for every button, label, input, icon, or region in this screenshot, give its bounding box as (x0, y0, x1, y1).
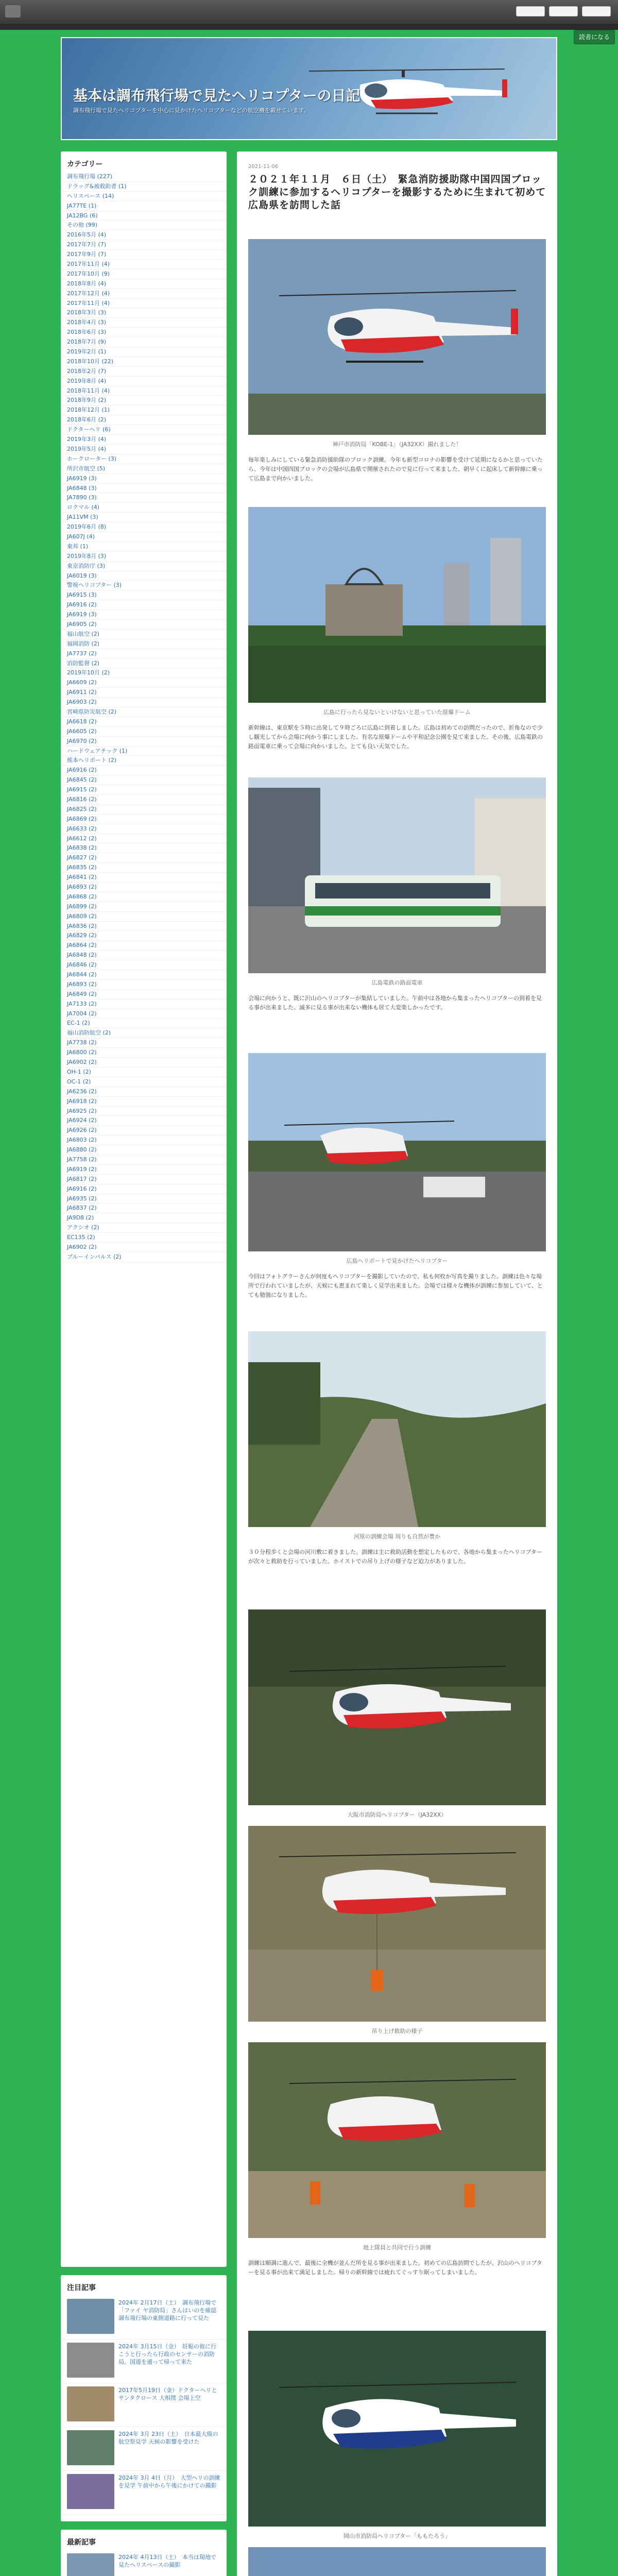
category-link[interactable]: JA6844 (2) (61, 970, 227, 980)
category-link[interactable]: JA607J (4) (61, 532, 227, 542)
category-link[interactable]: JA6919 (3) (61, 610, 227, 620)
category-link[interactable]: 福山消防航空 (2) (61, 1028, 227, 1038)
category-link[interactable]: JA7133 (2) (61, 999, 227, 1009)
caption-6: 大阪市消防局ヘリコプター（JA32XX） (347, 1811, 447, 1818)
category-link[interactable]: JA6825 (2) (61, 805, 227, 815)
category-link[interactable]: JA6869 (2) (61, 815, 227, 824)
category-link[interactable]: JA6803 (2) (61, 1136, 227, 1145)
category-link[interactable]: 2018年7月 (9) (61, 337, 227, 347)
category-link[interactable]: 2018年6月 (3) (61, 328, 227, 337)
category-link[interactable]: JA6236 (2) (61, 1087, 227, 1097)
recent-heading: 最新記事 (67, 2538, 96, 2547)
category-link[interactable]: 2019年2月 (1) (61, 347, 227, 357)
category-link[interactable]: アクシオ (2) (61, 1223, 227, 1233)
photo-okayama-helicopter (248, 2331, 546, 2527)
notable-item[interactable] (61, 2471, 227, 2515)
category-link[interactable]: JA6864 (2) (61, 941, 227, 951)
category-link[interactable]: 2018年8月 (4) (61, 279, 227, 289)
top-button-1[interactable] (516, 6, 545, 16)
notable-item[interactable] (61, 2340, 227, 2383)
paragraph-3: 会場に向かうと、既に沢山のヘリコプターが集結していました。午前中は各地から集まったヘリコプターの到着を見る事が出来ました。滅多に見る事が出来ない機体も居て大変楽しかったです。 (248, 995, 542, 1011)
caption-8: 地上隊員と共同で行う訓練 (363, 2244, 431, 2251)
photo-hoist-rescue (248, 1826, 546, 2022)
category-link[interactable]: ヘリスペース (14) (61, 192, 227, 201)
category-link[interactable]: 2018年4月 (3) (61, 318, 227, 328)
paragraph-4: 今回はフォトグラーさんが何度もヘリコプターを撮影していたので、私も何枚か写真を撮りました。訓練は色々な場所で行われていましたが、天候にも恵まれて楽しく見学出来ました。会場では様々な機体が訓練に参加していて、とても勉強になりました。 (248, 1273, 543, 1298)
category-link[interactable]: JA6612 (2) (61, 834, 227, 844)
category-link[interactable]: JA6893 (2) (61, 883, 227, 892)
category-link[interactable]: ドラッグ&被救助者 (1) (61, 182, 227, 192)
article-thumbnail[interactable] (67, 2474, 114, 2509)
category-link[interactable]: JA6605 (2) (61, 727, 227, 737)
photo-heliport (248, 1053, 546, 1251)
caption-1: 神戸市消防局「KOBE-1」（JA32XX）撮れました！ (332, 441, 462, 448)
blog-description: 調布飛行場で見たヘリコプターを中心に見かけたヘリコプターなどの航空機を載せています。 (73, 107, 310, 114)
paragraph-5: ３０分程歩くと会場の河川敷に着きました。訓練は主に救助活動を想定したもので、各地から集まったヘリコプターが次々と救助を行っていました。ホイストでの吊り上げの様子など迫力がありました。 (248, 1549, 542, 1565)
categories-heading: カテゴリー (67, 160, 103, 168)
sidebar-notable (61, 2275, 227, 2521)
blog-title[interactable]: 基本は調布飛行場で見たヘリコプターの日記 (73, 87, 360, 104)
category-link[interactable]: ホークローター (3) (61, 454, 227, 464)
category-link[interactable]: JA6893 (2) (61, 980, 227, 990)
category-link[interactable]: OC-1 (2) (61, 1077, 227, 1087)
category-link[interactable]: ロクマル (4) (61, 503, 227, 513)
category-link[interactable]: JA7737 (2) (61, 649, 227, 659)
category-link[interactable]: 2019年3月 (4) (61, 435, 227, 445)
category-link[interactable]: JA6846 (2) (61, 960, 227, 970)
category-link[interactable]: JA6911 (2) (61, 688, 227, 698)
top-button-2[interactable] (549, 6, 578, 16)
category-link[interactable]: JA12BG (6) (61, 211, 227, 221)
category-link[interactable]: 福岡消防 (2) (61, 639, 227, 649)
category-link[interactable]: JA6838 (2) (61, 843, 227, 853)
follow-button[interactable]: 読者になる (574, 30, 615, 44)
category-link[interactable]: JA6835 (2) (61, 863, 227, 873)
recent-item[interactable] (61, 2550, 227, 2576)
top-button-3[interactable] (582, 6, 611, 16)
category-link[interactable]: JA6915 (3) (61, 590, 227, 600)
category-link[interactable]: JA6809 (2) (61, 912, 227, 922)
category-link[interactable]: JA7004 (2) (61, 1009, 227, 1019)
notable-item[interactable] (61, 2427, 227, 2471)
category-link[interactable]: JA6019 (3) (61, 571, 227, 581)
category-link[interactable]: 東京消防庁 (3) (61, 562, 227, 571)
category-link[interactable]: JA6916 (2) (61, 766, 227, 775)
category-link[interactable]: 熊本ヘリポート (2) (61, 756, 227, 766)
category-link[interactable]: JA6902 (2) (61, 1243, 227, 1252)
category-link[interactable]: JA77TE (1) (61, 201, 227, 211)
category-link[interactable]: JA6800 (2) (61, 1048, 227, 1058)
category-link[interactable]: JA6905 (2) (61, 620, 227, 630)
photo-riverbank (248, 1331, 546, 1527)
category-link[interactable]: 東邦 (1) (61, 542, 227, 552)
photo-osaka-helicopter (248, 1609, 546, 1805)
category-link[interactable]: JA6880 (2) (61, 1145, 227, 1155)
category-link[interactable]: JA6970 (2) (61, 737, 227, 747)
caption-9: 岡山市消防局ヘリコプター「ももたろう」 (343, 2533, 451, 2539)
notable-title[interactable]: 2017年5月19日（金）ドクターヘリとサンタクロース 大相撲 会場上空 (118, 2387, 217, 2401)
category-link[interactable]: 2018年11月 (4) (61, 386, 227, 396)
category-link[interactable]: JA6916 (2) (61, 600, 227, 610)
notable-item[interactable] (61, 2296, 227, 2340)
category-link[interactable]: 2017年11月 (4) (61, 299, 227, 309)
photo-ground-training (248, 2042, 546, 2238)
category-link[interactable]: 2019年8月 (3) (61, 552, 227, 562)
category-link[interactable]: JA6817 (2) (61, 1175, 227, 1184)
notable-item[interactable] (61, 2383, 227, 2427)
category-link[interactable]: その他 (99) (61, 221, 227, 230)
blog-header[interactable] (61, 37, 557, 140)
category-link[interactable]: JA6919 (3) (61, 474, 227, 484)
category-link[interactable]: 消防監督 (2) (61, 659, 227, 669)
paragraph-6: 訓練は順調に進んで、最後に全機が並んだ所を見る事が出来ました。初めての広島訪問でしたが、沢山のヘリコプターを見る事が出来て満足しました。帰りの新幹線では疲れてぐっすり眠ってしまいました。 (248, 2260, 542, 2276)
paragraph-1: 毎年楽しみにしている緊急消防援助隊のブロック訓練。今年も新型コロナの影響を受けて延期になるかと思っていたら、今年は中国四国ブロックの会場が広島県で開催されたので見に行って来ました。朝早くに起床して新幹線に乗って広島まで向かいました。 (248, 456, 543, 482)
category-link[interactable]: JA6618 (2) (61, 717, 227, 727)
article-thumbnail[interactable] (67, 2553, 114, 2576)
category-link[interactable]: JA6633 (2) (61, 824, 227, 834)
category-list (61, 172, 227, 1262)
caption-7: 吊り上げ救助の様子 (371, 2028, 423, 2035)
category-link[interactable]: 2018年12月 (1) (61, 405, 227, 415)
category-link[interactable]: JA6918 (2) (61, 1097, 227, 1107)
category-link[interactable]: JA6848 (2) (61, 951, 227, 960)
category-link[interactable]: JA7758 (2) (61, 1155, 227, 1165)
category-link[interactable]: 2018年3月 (3) (61, 308, 227, 318)
category-link[interactable]: JA6849 (2) (61, 990, 227, 999)
category-link[interactable]: JA6848 (3) (61, 484, 227, 494)
category-link[interactable]: ブルーインパルス (2) (61, 1252, 227, 1262)
article-thumbnail[interactable] (67, 2343, 114, 2378)
category-link[interactable]: 警視ヘリコプター (3) (61, 581, 227, 590)
category-link[interactable]: 2017年12月 (4) (61, 289, 227, 299)
sidebar-recent (61, 2530, 227, 2576)
category-link[interactable]: 2017年9月 (7) (61, 250, 227, 260)
post-date[interactable]: 2021-11-06 (248, 164, 279, 170)
category-link[interactable]: 2019年6月 (8) (61, 522, 227, 532)
photo-tram (248, 777, 546, 973)
category-link[interactable]: EC135 (2) (61, 1233, 227, 1243)
notable-title[interactable]: 2024年 3月 4日（月） 大型ヘリの訓練を見学 午前中から午後にかけての撮影 (118, 2475, 220, 2489)
category-link[interactable]: JA6841 (2) (61, 873, 227, 883)
category-link[interactable]: JA6902 (2) (61, 1058, 227, 1067)
notable-list (61, 2296, 227, 2515)
category-link[interactable]: JA6609 (2) (61, 678, 227, 688)
category-link[interactable]: JA6827 (2) (61, 853, 227, 863)
category-link[interactable]: 2019年5月 (4) (61, 445, 227, 454)
category-link[interactable]: JA9D8 (2) (61, 1213, 227, 1223)
category-link[interactable]: JA6899 (2) (61, 902, 227, 912)
category-link[interactable]: JA6836 (2) (61, 922, 227, 931)
category-link[interactable]: JA7890 (3) (61, 493, 227, 503)
category-link[interactable]: 宮崎県防災航空 (2) (61, 707, 227, 717)
category-link[interactable]: JA6926 (2) (61, 1126, 227, 1136)
category-link[interactable]: 福山航空 (2) (61, 630, 227, 639)
article-thumbnail[interactable] (67, 2430, 114, 2465)
photo-atomic-dome (248, 507, 546, 703)
category-link[interactable]: 調布飛行場 (227) (61, 172, 227, 182)
category-link[interactable]: JA6935 (2) (61, 1194, 227, 1204)
category-link[interactable]: JA6916 (2) (61, 1184, 227, 1194)
category-link[interactable]: JA11VM (3) (61, 513, 227, 522)
hatena-logo-icon[interactable] (5, 5, 21, 18)
category-link[interactable]: JA6919 (2) (61, 1165, 227, 1175)
category-link[interactable]: JA6915 (2) (61, 785, 227, 795)
category-link[interactable]: 2018年10月 (22) (61, 357, 227, 367)
notable-title[interactable]: 2024年 2月17日（土） 調布飛行場で「ファイ ヤ消防局」さんはいのを確認 調布飛行場の東側道路に行って見た (118, 2299, 217, 2321)
article-thumbnail[interactable] (67, 2386, 114, 2421)
category-link[interactable]: JA6868 (2) (61, 892, 227, 902)
caption-2: 広島に行ったら見ないといけないと思っていた原爆ドーム (323, 709, 471, 716)
category-link[interactable]: JA6816 (2) (61, 795, 227, 805)
category-link[interactable]: 2018年6月 (2) (61, 415, 227, 425)
category-link[interactable]: JA7738 (2) (61, 1038, 227, 1048)
category-link[interactable]: 2019年8月 (4) (61, 377, 227, 386)
category-link[interactable]: JA6925 (2) (61, 1107, 227, 1116)
category-link[interactable]: 2018年9月 (2) (61, 396, 227, 405)
category-link[interactable]: 2017年11月 (4) (61, 260, 227, 269)
caption-4: 広島ヘリポートで見かけたヘリコプター (346, 1258, 448, 1264)
category-link[interactable]: 2017年10月 (9) (61, 269, 227, 279)
category-link[interactable]: 所沢市航空 (5) (61, 464, 227, 474)
paragraph-2: 新幹線は、東京駅を５時に出発して９時ごろに広島に到着しました。広島は初めての訪問だったので、折角なので少し観光してから会場に向かう事にしました。有名な原爆ドームや平和記念公園を見て来ました。その後、広島電鉄の路面電車に乗って会場に向かいました。とても良い天気でした。 (248, 724, 543, 750)
notable-title[interactable]: 2024年 3月15日（金） 妊娠の彼に行こうと行ったら行政のセンサーの消防局。国道を通って帰って来た (118, 2343, 216, 2365)
post-title[interactable]: ２０２１年１１月 ６日（土） 緊急消防援助隊中国四国ブロック訓練に参加するヘリコプターを撮影するために生まれて初めて広島県を訪問した話 (248, 174, 546, 211)
category-link[interactable]: 2018年2月 (7) (61, 367, 227, 377)
recent-list (61, 2550, 227, 2576)
category-link[interactable]: JA6924 (2) (61, 1116, 227, 1126)
category-link[interactable]: 2017年7月 (7) (61, 240, 227, 250)
category-link[interactable]: JA6903 (2) (61, 698, 227, 707)
category-link[interactable]: EC-1 (2) (61, 1019, 227, 1028)
article-thumbnail[interactable] (67, 2299, 114, 2334)
photo-helicopter-kobe (248, 239, 546, 435)
category-link[interactable]: JA6837 (2) (61, 1204, 227, 1213)
sidebar-categories (61, 151, 227, 2267)
caption-5: 河原の訓練会場 周りも自然が豊か (353, 1533, 441, 1540)
notable-title[interactable]: 2024年 3月 23日（土） 日本最大級の航空祭見学 天候の影響を受けた (118, 2431, 218, 2445)
notable-heading: 注目記事 (67, 2284, 96, 2292)
category-link[interactable]: ドクターヘリ (6) (61, 425, 227, 435)
sub-bar (0, 24, 618, 30)
recent-title[interactable]: 2024年 4月13日（土） 本当は現地で見たヘリスペースの撮影 (118, 2554, 216, 2568)
category-link[interactable]: OH-1 (2) (61, 1067, 227, 1077)
category-link[interactable]: JA6829 (2) (61, 931, 227, 941)
top-bar (0, 0, 618, 24)
caption-3: 広島電鉄の路面電車 (371, 979, 423, 986)
photo-kagawa-helicopter (248, 2547, 546, 2576)
category-link[interactable]: 2019年10月 (2) (61, 668, 227, 678)
category-link[interactable]: JA6845 (2) (61, 775, 227, 785)
category-link[interactable]: ハードウェアチック (1) (61, 747, 227, 756)
category-link[interactable]: 2016年5月 (4) (61, 230, 227, 240)
article (237, 151, 557, 2576)
